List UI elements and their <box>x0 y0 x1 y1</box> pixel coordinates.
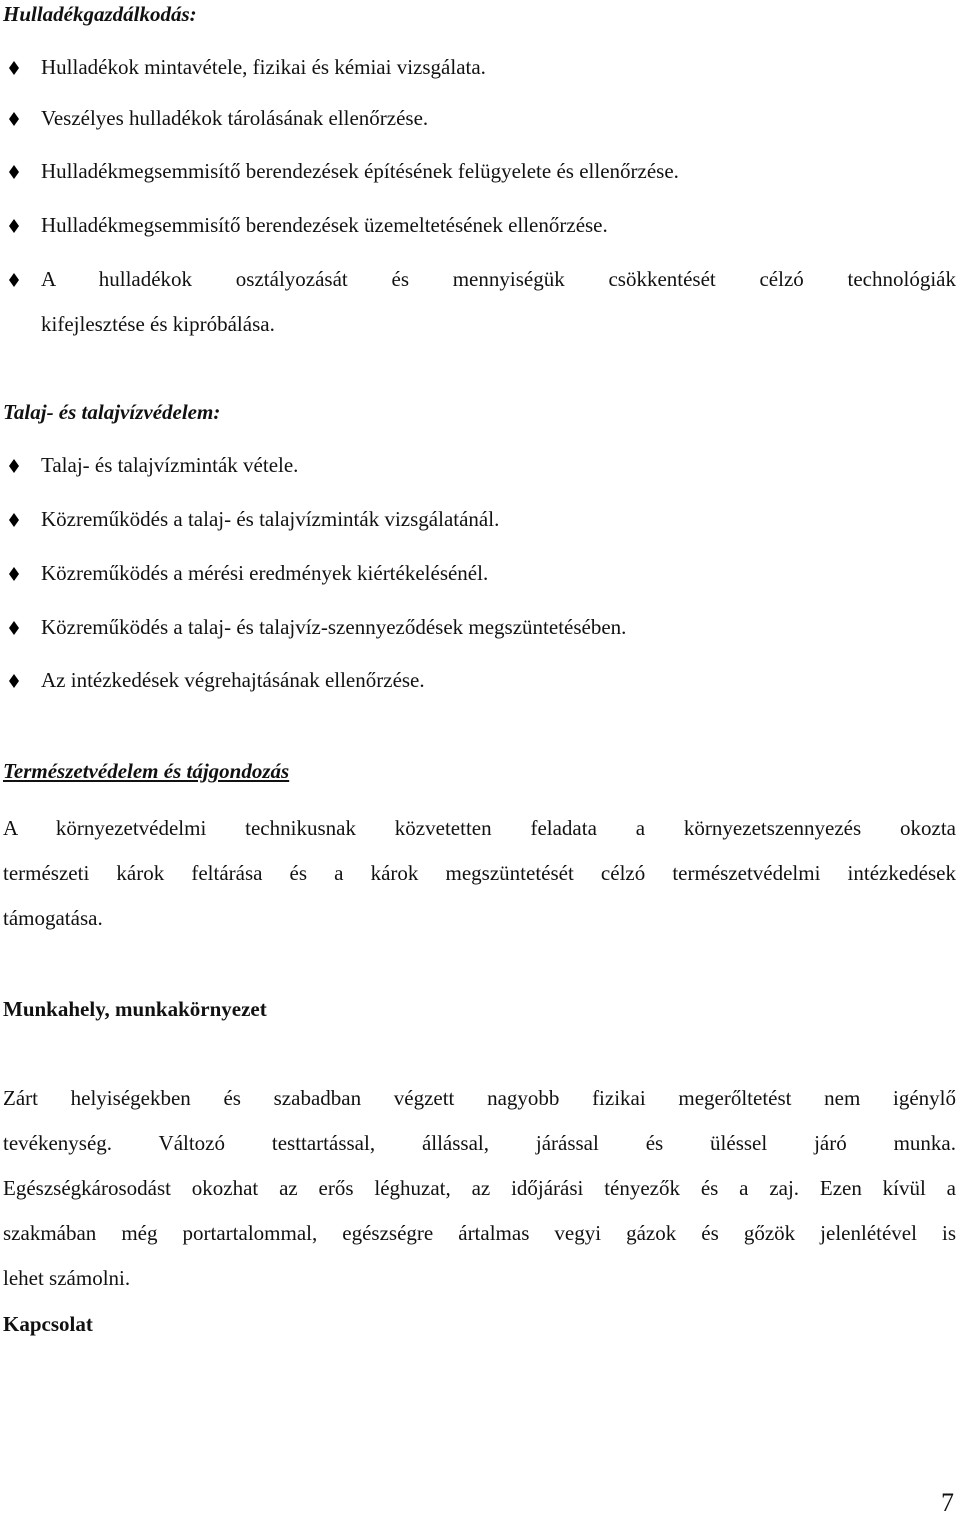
list-item-text: Hulladékmegsemmisítő berendezések üzemeltetésének ellenőrzése. <box>41 213 608 237</box>
page-number: 7 <box>941 1488 954 1517</box>
diamond-bullet-icon <box>9 567 19 581</box>
section-heading-soil: Talaj- és talajvízvédelem: <box>3 400 221 424</box>
paragraph-line: lehet számolni. <box>3 1266 131 1290</box>
list-item-text-continued: kifejlesztése és kipróbálása. <box>41 312 275 336</box>
diamond-bullet-icon <box>9 219 19 233</box>
list-item-text: Hulladékmegsemmisítő berendezések építésének felügyelete és ellenőrzése. <box>41 159 679 183</box>
section-heading-contact: Kapcsolat <box>3 1312 93 1336</box>
diamond-bullet-icon <box>9 273 19 287</box>
paragraph-line: támogatása. <box>3 906 103 930</box>
paragraph-line: Egészségkárosodást okozhat az erős léghuzat, az időjárási tényezők és a zaj. Ezen kívül a <box>3 1176 956 1200</box>
list-item-text: A hulladékok osztályozását és mennyiségük csökkentését célzó technológiák <box>41 267 956 291</box>
list-item <box>0 265 960 335</box>
list-item-text: Hulladékok mintavétele, fizikai és kémiai vizsgálata. <box>41 55 486 79</box>
section-heading-nature: Természetvédelem és tájgondozás <box>3 759 290 783</box>
list-item-text: Talaj- és talajvízminták vétele. <box>41 453 299 477</box>
diamond-bullet-icon <box>9 165 19 179</box>
diamond-bullet-icon <box>9 513 19 527</box>
paragraph-line: természeti károk feltárása és a károk megszüntetését célzó természetvédelmi intézkedések <box>3 861 956 885</box>
list-item-text: Az intézkedések végrehajtásának ellenőrzése. <box>41 668 425 692</box>
list-item-text: Veszélyes hulladékok tárolásának ellenőrzése. <box>41 106 429 130</box>
list-item-text: Közreműködés a talaj- és talajvízminták vizsgálatánál. <box>41 507 500 531</box>
section-heading-waste: Hulladékgazdálkodás: <box>3 2 197 26</box>
paragraph-line: tevékenység. Változó testtartással, állással, járással és üléssel járó munka. <box>3 1131 956 1155</box>
paragraph-line: Zárt helyiségekben és szabadban végzett nagyobb fizikai megerőltetést nem igénylő <box>3 1086 956 1110</box>
paragraph-line: A környezetvédelmi technikusnak közvetetten feladata a környezetszennyezés okozta <box>3 816 956 840</box>
section-heading-workplace: Munkahely, munkakörnyezet <box>3 997 267 1021</box>
diamond-bullet-icon <box>9 674 19 688</box>
list-item-text: Közreműködés a talaj- és talajvíz-szennyeződések megszüntetésében. <box>41 615 627 639</box>
paragraph-line: szakmában még portartalommal, egészségre ártalmas vegyi gázok és gőzök jelenlétével is <box>3 1221 956 1245</box>
diamond-bullet-icon <box>9 112 19 126</box>
diamond-bullet-icon <box>9 61 19 75</box>
diamond-bullet-icon <box>9 459 19 473</box>
list-item-text: Közreműködés a mérési eredmények kiértékelésénél. <box>41 561 489 585</box>
diamond-bullet-icon <box>9 621 19 635</box>
